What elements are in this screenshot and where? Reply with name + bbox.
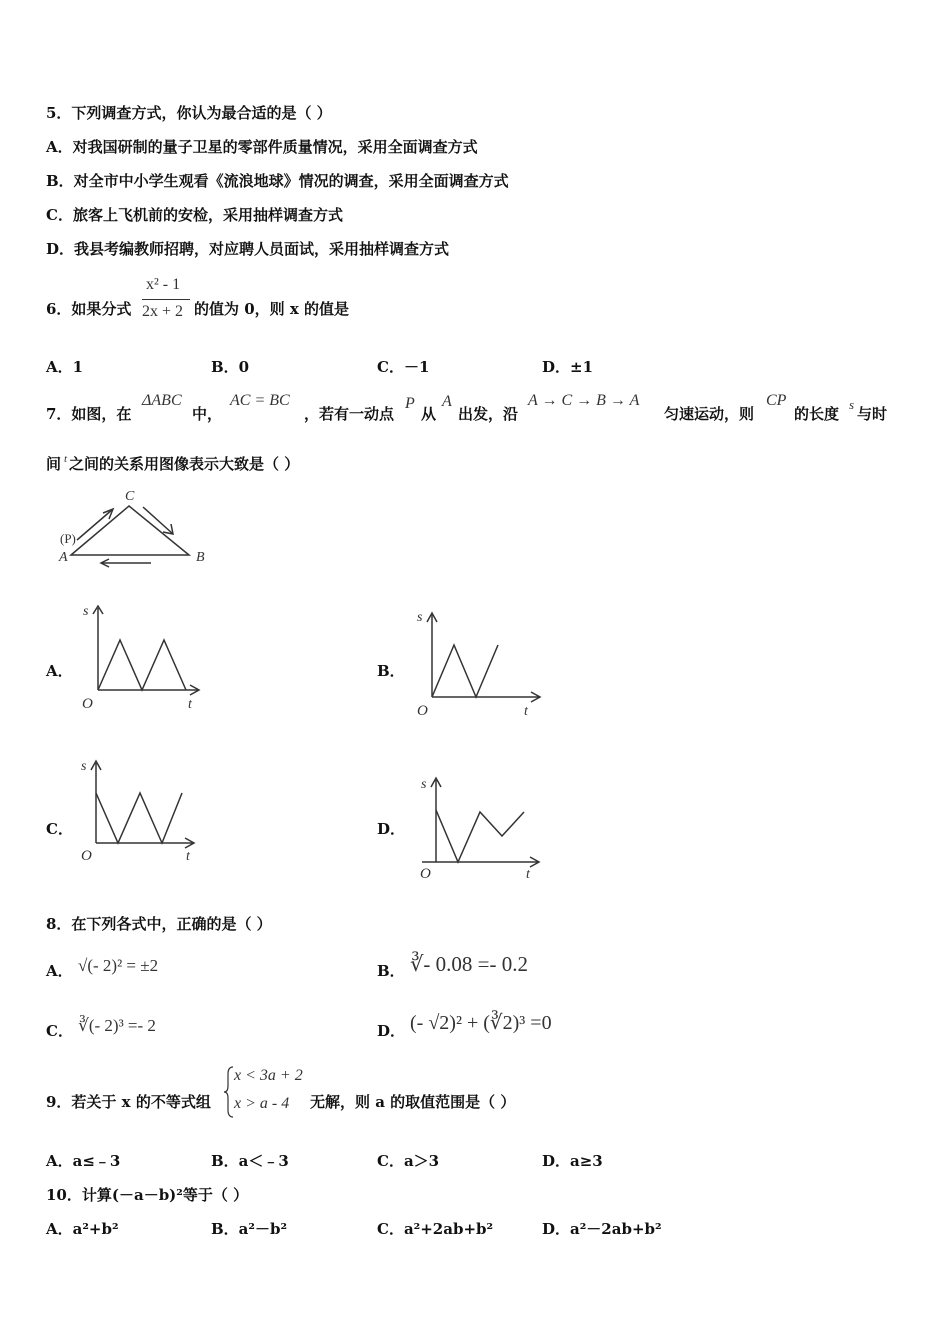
q8-option-c[interactable]: C． <box>46 1022 73 1040</box>
q9-suffix: 无解，则 a 的取值范围是（ ） <box>310 1093 516 1111</box>
q9-option-c[interactable]: C．a＞3 <box>377 1152 440 1170</box>
origin-label: O <box>420 866 431 882</box>
q8-expr-c: ∛(- 2)³ =- 2 <box>78 1016 156 1035</box>
system-brace <box>224 1066 234 1118</box>
q7-text-6: 匀速运动，则 <box>664 405 755 423</box>
q7-text-7: 的长度 <box>794 405 840 423</box>
q10-stem: 10．计算(－a－b)²等于（ ） <box>46 1186 249 1204</box>
q8-option-a[interactable]: A． <box>46 962 73 980</box>
s-label: s <box>417 610 423 625</box>
q9-option-b[interactable]: B．a＜﹣3 <box>211 1152 289 1170</box>
q7-text-3: ，若有一动点 <box>304 405 395 423</box>
q7-option-d[interactable]: D． <box>377 820 406 838</box>
q8-expr-b: ∛- 0.08 =- 0.2 <box>410 952 528 976</box>
q7-math-ac-bc: AC = BC <box>230 392 290 409</box>
s-label: s <box>83 604 89 619</box>
label-c: C <box>125 489 135 504</box>
q6-suffix: 的值为 0，则 x 的值是 <box>194 300 350 318</box>
graph-c[interactable] <box>78 755 218 870</box>
triangle-figure <box>55 485 215 570</box>
graph-c-curve <box>96 793 182 843</box>
q9-inequality-1: x < 3a + 2 <box>234 1067 303 1084</box>
origin-label: O <box>417 703 428 719</box>
q10-option-d[interactable]: D．a²－2ab+b² <box>542 1220 662 1238</box>
q6-option-a[interactable]: A．1 <box>46 358 84 376</box>
q6-option-c[interactable]: C．－1 <box>377 358 430 376</box>
q8-option-d[interactable]: D． <box>377 1022 406 1040</box>
q7-option-b[interactable]: B． <box>377 662 405 680</box>
q7-math-triangle: ΔABC <box>142 392 182 409</box>
s-label: s <box>81 759 87 774</box>
graph-a[interactable] <box>78 600 218 715</box>
q6-numerator: x² - 1 <box>146 276 181 293</box>
q6-option-d[interactable]: D．±1 <box>542 358 594 376</box>
origin-label: O <box>82 696 93 712</box>
t-label: t <box>186 849 190 864</box>
q7-option-a[interactable]: A． <box>46 662 73 680</box>
graph-b[interactable] <box>414 605 554 720</box>
label-b: B <box>196 550 205 565</box>
q5-option-c[interactable]: C．旅客上飞机前的安检，采用抽样调查方式 <box>46 206 343 224</box>
q6-fraction <box>140 276 192 324</box>
fraction-bar <box>142 299 190 300</box>
q5-option-d[interactable]: D．我县考编教师招聘，对应聘人员面试，采用抽样调查方式 <box>46 240 450 258</box>
q7-text-4: 从 <box>421 405 437 423</box>
q7-math-a: A <box>442 393 452 410</box>
q5-option-b[interactable]: B．对全市中小学生观看《流浪地球》情况的调查，采用全面调查方式 <box>46 172 509 190</box>
t-label: t <box>524 704 528 719</box>
q8-expr-a: √(- 2)² = ±2 <box>78 956 159 975</box>
q8-option-b[interactable]: B． <box>377 962 405 980</box>
q7-option-c[interactable]: C． <box>46 820 73 838</box>
label-p: (P) <box>60 531 76 546</box>
q10-option-b[interactable]: B．a²－b² <box>211 1220 288 1238</box>
q5-stem: 5．下列调查方式，你认为最合适的是（ ） <box>46 104 332 122</box>
q6-denominator: 2x + 2 <box>142 303 184 320</box>
q10-option-a[interactable]: A．a²+b² <box>46 1220 119 1238</box>
q7-math-cp: CP <box>766 392 787 409</box>
q6-option-b[interactable]: B．0 <box>211 358 250 376</box>
q7-line2-b: 之间的关系用图像表示大致是（ ） <box>69 455 300 473</box>
q7-text-8: 与时 <box>857 405 888 423</box>
graph-a-curve <box>98 640 186 690</box>
q9-option-d[interactable]: D．a≥3 <box>542 1152 603 1170</box>
q8-expr-d: (- √2)² + (∛2)³ =0 <box>410 1012 552 1034</box>
q5-option-a[interactable]: A．对我国研制的量子卫星的零部件质量情况，采用全面调查方式 <box>46 138 478 156</box>
q7-math-p: P <box>405 395 415 412</box>
graph-d-curve <box>436 810 524 862</box>
q9-option-a[interactable]: A．a≤﹣3 <box>46 1152 121 1170</box>
label-a: A <box>59 550 68 565</box>
graph-b-curve <box>432 645 498 697</box>
q8-stem: 8．在下列各式中，正确的是（ ） <box>46 915 272 933</box>
q7-line2-a: 间 <box>46 455 62 473</box>
q7-math-s: s <box>849 397 855 412</box>
q7-text-5: 出发，沿 <box>458 405 519 423</box>
t-label: t <box>526 867 530 882</box>
q7-text-2: 中， <box>192 405 223 423</box>
q7-text-1: 7．如图，在 <box>46 405 132 423</box>
q9-prefix: 9．若关于 x 的不等式组 <box>46 1093 211 1111</box>
s-label: s <box>421 777 427 792</box>
q7-math-path: A → C → B → A <box>528 392 640 409</box>
q9-inequality-2: x > a - 4 <box>234 1095 290 1112</box>
q7-math-t: t <box>64 453 68 465</box>
q10-option-c[interactable]: C．a²+2ab+b² <box>377 1220 494 1238</box>
graph-d[interactable] <box>418 770 558 885</box>
q6-prefix: 6．如果分式 <box>46 300 132 318</box>
origin-label: O <box>81 848 92 864</box>
t-label: t <box>188 697 192 712</box>
